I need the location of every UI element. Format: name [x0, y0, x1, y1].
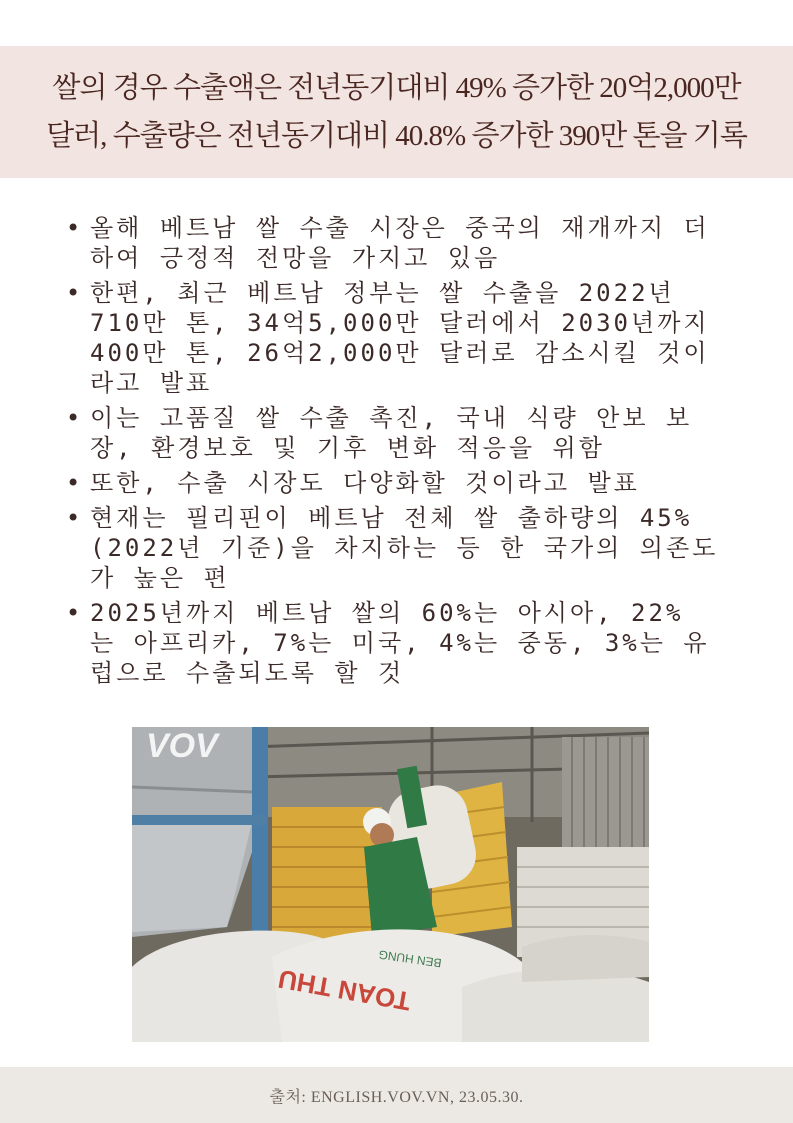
bullet-line: 가 높은 편: [90, 564, 230, 592]
bullet-line: 럽으로 수출되도록 할 것: [90, 659, 405, 687]
bullet-line: 라고 발표: [90, 369, 213, 397]
bullet-line: 400만 톤, 26억2,000만 달러로 감소시킬 것이: [90, 339, 710, 367]
bullet-line: 또한, 수출 시장도 다양화할 것이라고 발표: [90, 469, 640, 497]
bullet-line: (2022년 기준)을 차지하는 등 한 국가의 의존도: [90, 534, 719, 562]
bullet-item: [66, 403, 756, 463]
sack-sub-label-text: BEN HUNG: [377, 947, 443, 971]
headline-line-2: 달러, 수출량은 전년동기대비 40.8% 증가한 390만 톤을 기록: [46, 120, 747, 152]
bullet-item: [66, 278, 756, 398]
headline-banner: [0, 46, 793, 178]
bullet-item: [66, 213, 756, 273]
bullet-line: 올해 베트남 쌀 수출 시장은 중국의 재개까지 더: [90, 214, 710, 242]
bullet-item: [66, 598, 756, 688]
source-text: 출처: ENGLISH.VOV.VN, 23.05.30.: [269, 1088, 524, 1106]
bullet-line: 710만 톤, 34억5,000만 달러에서 2030년까지: [90, 309, 710, 337]
bullet-line: 이는 고품질 쌀 수출 촉진, 국내 식량 안보 보: [90, 404, 693, 432]
bullet-line: 하여 긍정적 전망을 가지고 있음: [90, 244, 501, 272]
sack-label-text: TOAN THU: [275, 963, 413, 1017]
bullet-item: [66, 503, 756, 593]
vov-watermark-logo: VOV: [146, 727, 218, 765]
bullet-line: 2025년까지 베트남 쌀의 60%는 아시아, 22%: [90, 599, 684, 627]
bullet-line: 는 아프리카, 7%는 미국, 4%는 중동, 3%는 유: [90, 629, 710, 657]
rice-warehouse-photo: [132, 727, 649, 1042]
source-footer: [0, 1067, 793, 1123]
bullet-line: 한편, 최근 베트남 정부는 쌀 수출을 2022년: [90, 279, 675, 307]
bullet-line: 장, 환경보호 및 기후 변화 적응을 위함: [90, 434, 605, 462]
bullet-item: [66, 468, 756, 498]
headline-line-1: 쌀의 경우 수출액은 전년동기대비 49% 증가한 20억2,000만: [52, 72, 741, 104]
bullet-line: 현재는 필리핀이 베트남 전체 쌀 출하량의 45%: [90, 504, 693, 532]
bullet-list: [66, 213, 756, 693]
